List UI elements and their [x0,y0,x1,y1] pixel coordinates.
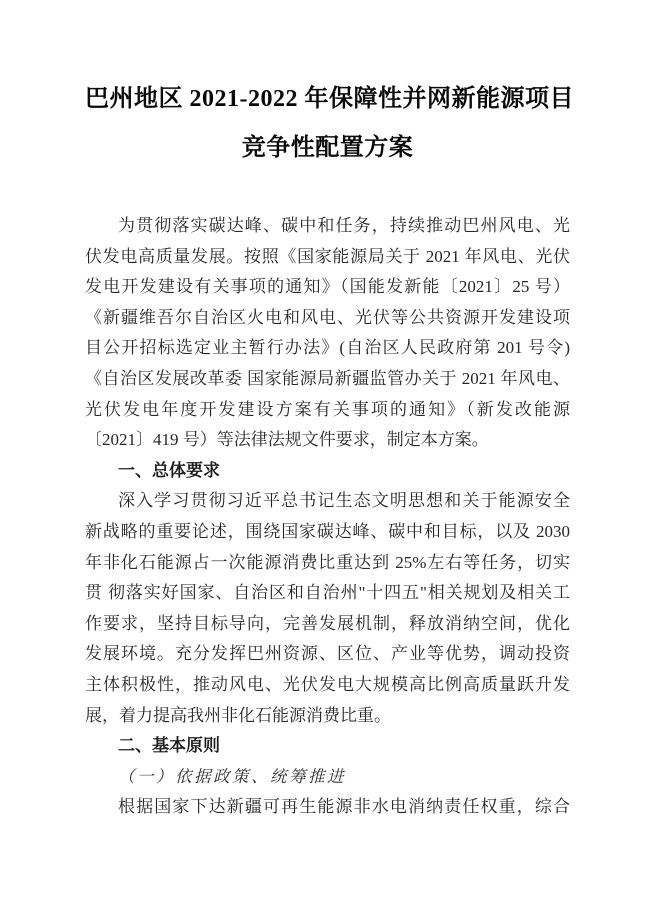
paragraph-line: 《新疆维吾尔自治区火电和风电、光伏等公共资源开发建设项 [85,307,570,327]
paragraph-line: 〔2021〕419 号）等法律法规文件要求，制定本方案。 [85,430,489,450]
title-line-1: 巴州地区 2021-2022 年保障性并网新能源项目 [85,86,574,112]
paragraph-line: 主体积极性，推动风电、光伏发电大规模高比例高质量跃升发 [85,674,570,694]
paragraph-line: 展，着力提高我州非化石能源消费比重。 [85,705,391,725]
paragraph-line: 《自治区发展改革委 国家能源局新疆监管办关于 2021 年风电、 [85,368,570,388]
paragraph-line: 深入学习贯彻习近平总书记生态文明思想和关于能源安全 [118,491,570,511]
paragraph-line: 新战略的重要论述，围绕国家碳达峰、碳中和目标，以及 2030 [85,521,570,541]
paragraph-line: 为贯彻落实碳达峰、碳中和任务，持续推动巴州风电、光 [118,216,570,235]
paragraph-line: 作要求，坚持目标导向，完善发展机制，释放消纳空间，优化 [85,613,570,633]
paragraph-line: 年非化石能源占一次能源消费比重达到 25%左右等任务，切实 [85,552,570,572]
document-body [85,211,570,823]
heading-line: 二、基本原则 [118,736,220,756]
paragraph-line: 光伏发电年度开发建设方案有关事项的通知》（新发改能源 [85,399,570,419]
paragraph-line: 伏发电高质量发展。按照《国家能源局关于 2021 年风电、光伏 [85,246,570,266]
paragraph-line: 根据国家下达新疆可再生能源非水电消纳责任权重，综合 [118,797,570,817]
document-title [85,75,574,173]
paragraph-line: 发电开发建设有关事项的通知》（国能发新能〔2021〕25 号） [85,277,570,297]
paragraph-line: 发展环境。充分发挥巴州资源、区位、产业等优势，调动投资 [85,644,570,664]
paragraph-line: 目公开招标选定业主暂行办法》(自治区人民政府第 201 号令) [85,338,570,358]
subheading-line: （一）依据政策、统筹推进 [118,766,346,786]
title-line-2: 竞争性配置方案 [241,135,414,161]
paragraph-line: 贯 彻落实好国家、自治区和自治州"十四五"相关规划及相关工 [85,583,570,603]
heading-line: 一、总体要求 [118,460,220,480]
